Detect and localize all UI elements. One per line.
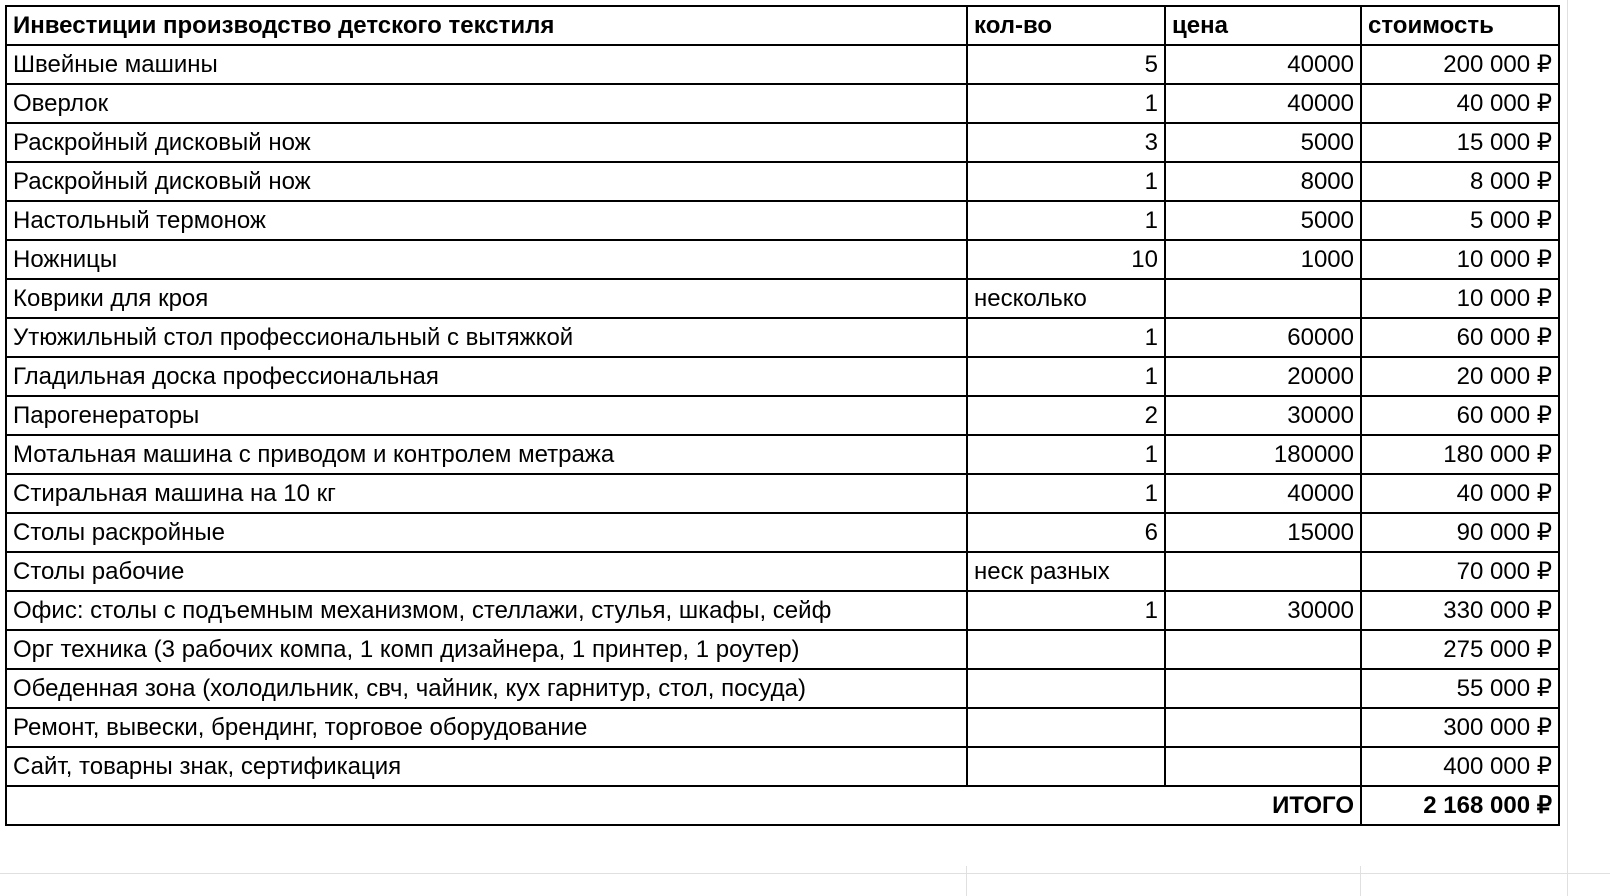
cell-cost[interactable]: 400 000 ₽ [1361,747,1559,786]
cell-price[interactable] [1165,630,1361,669]
cell-price[interactable] [1165,669,1361,708]
cell-cost[interactable]: 40 000 ₽ [1361,84,1559,123]
header-cost[interactable]: стоимость [1361,6,1559,45]
cell-name[interactable]: Настольный термонож [6,201,967,240]
cell-qty[interactable] [967,630,1165,669]
cell-cost[interactable]: 55 000 ₽ [1361,669,1559,708]
cell-qty[interactable]: 1 [967,201,1165,240]
cell-name[interactable]: Орг техника (3 рабочих компа, 1 комп дизайнера, 1 принтер, 1 роутер) [6,630,967,669]
cell-name[interactable]: Обеденная зона (холодильник, свч, чайник, кух гарнитур, стол, посуда) [6,669,967,708]
cell-name[interactable]: Столы раскройные [6,513,967,552]
cell-cost[interactable]: 60 000 ₽ [1361,396,1559,435]
cell-cost[interactable]: 275 000 ₽ [1361,630,1559,669]
investment-table [5,5,1560,826]
cell-name[interactable]: Стиральная машина на 10 кг [6,474,967,513]
cell-price[interactable]: 30000 [1165,591,1361,630]
gridline [1360,866,1361,896]
cell-price[interactable]: 15000 [1165,513,1361,552]
cell-cost[interactable]: 20 000 ₽ [1361,357,1559,396]
cell-qty[interactable] [967,747,1165,786]
cell-price[interactable]: 5000 [1165,201,1361,240]
table-row [6,474,1559,513]
table-row [6,669,1559,708]
cell-price[interactable]: 60000 [1165,318,1361,357]
cell-cost[interactable]: 10 000 ₽ [1361,279,1559,318]
table-row [6,84,1559,123]
table-row [6,630,1559,669]
cell-price[interactable] [1165,552,1361,591]
cell-name[interactable]: Сайт, товарны знак, сертификация [6,747,967,786]
cell-name[interactable]: Ножницы [6,240,967,279]
cell-cost[interactable]: 200 000 ₽ [1361,45,1559,84]
cell-qty[interactable]: 1 [967,84,1165,123]
table-row [6,123,1559,162]
table-row [6,747,1559,786]
table-row [6,591,1559,630]
table-row [6,279,1559,318]
cell-price[interactable] [1165,708,1361,747]
cell-qty[interactable] [967,708,1165,747]
cell-price[interactable] [1165,279,1361,318]
cell-price[interactable]: 5000 [1165,123,1361,162]
cell-qty[interactable]: 6 [967,513,1165,552]
cell-cost[interactable]: 8 000 ₽ [1361,162,1559,201]
cell-price[interactable]: 20000 [1165,357,1361,396]
table-row [6,318,1559,357]
gridline [0,873,1610,874]
cell-name[interactable]: Гладильная доска профессиональная [6,357,967,396]
gridline [1567,0,1568,896]
cell-name[interactable]: Раскройный дисковый нож [6,123,967,162]
cell-cost[interactable]: 60 000 ₽ [1361,318,1559,357]
table-row [6,396,1559,435]
total-value[interactable]: 2 168 000 ₽ [1361,786,1559,825]
cell-price[interactable]: 8000 [1165,162,1361,201]
cell-qty[interactable]: 10 [967,240,1165,279]
table-row [6,708,1559,747]
table-row [6,435,1559,474]
cell-cost[interactable]: 300 000 ₽ [1361,708,1559,747]
gridline [966,866,967,896]
cell-qty[interactable]: 2 [967,396,1165,435]
cell-cost[interactable]: 330 000 ₽ [1361,591,1559,630]
cell-price[interactable]: 180000 [1165,435,1361,474]
cell-qty[interactable]: 1 [967,591,1165,630]
cell-cost[interactable]: 15 000 ₽ [1361,123,1559,162]
table-row [6,357,1559,396]
total-label[interactable]: ИТОГО [6,786,1361,825]
total-row [6,786,1559,825]
table-row [6,45,1559,84]
cell-name[interactable]: Ремонт, вывески, брендинг, торговое оборудование [6,708,967,747]
cell-qty[interactable]: 3 [967,123,1165,162]
table-row [6,162,1559,201]
cell-price[interactable]: 40000 [1165,474,1361,513]
cell-cost[interactable]: 180 000 ₽ [1361,435,1559,474]
cell-price[interactable]: 40000 [1165,84,1361,123]
cell-qty[interactable]: 1 [967,357,1165,396]
cell-name[interactable]: Утюжильный стол профессиональный с вытяжкой [6,318,967,357]
cell-price[interactable]: 1000 [1165,240,1361,279]
cell-cost[interactable]: 90 000 ₽ [1361,513,1559,552]
cell-qty[interactable]: 1 [967,162,1165,201]
header-row [6,6,1559,45]
cell-qty[interactable]: 1 [967,435,1165,474]
cell-price[interactable]: 40000 [1165,45,1361,84]
cell-name[interactable]: Раскройный дисковый нож [6,162,967,201]
header-name[interactable]: Инвестиции производство детского текстиля [6,6,967,45]
cell-name[interactable]: Офис: столы с подъемным механизмом, стеллажи, стулья, шкафы, сейф [6,591,967,630]
cell-qty[interactable]: несколько [967,279,1165,318]
cell-name[interactable]: Парогенераторы [6,396,967,435]
cell-name[interactable]: Оверлок [6,84,967,123]
cell-name[interactable]: Коврики для кроя [6,279,967,318]
cell-qty[interactable]: 5 [967,45,1165,84]
cell-qty[interactable]: 1 [967,474,1165,513]
cell-price[interactable]: 30000 [1165,396,1361,435]
header-price[interactable]: цена [1165,6,1361,45]
cell-qty[interactable] [967,669,1165,708]
cell-qty[interactable]: 1 [967,318,1165,357]
table-row [6,201,1559,240]
header-qty[interactable]: кол-во [967,6,1165,45]
cell-cost[interactable]: 5 000 ₽ [1361,201,1559,240]
cell-cost[interactable]: 70 000 ₽ [1361,552,1559,591]
cell-cost[interactable]: 40 000 ₽ [1361,474,1559,513]
table-row [6,240,1559,279]
cell-name[interactable]: Швейные машины [6,45,967,84]
cell-name[interactable]: Мотальная машина с приводом и контролем метража [6,435,967,474]
cell-qty[interactable]: неск разных [967,552,1165,591]
table-row [6,552,1559,591]
cell-name[interactable]: Столы рабочие [6,552,967,591]
table-row [6,513,1559,552]
cell-price[interactable] [1165,747,1361,786]
cell-cost[interactable]: 10 000 ₽ [1361,240,1559,279]
